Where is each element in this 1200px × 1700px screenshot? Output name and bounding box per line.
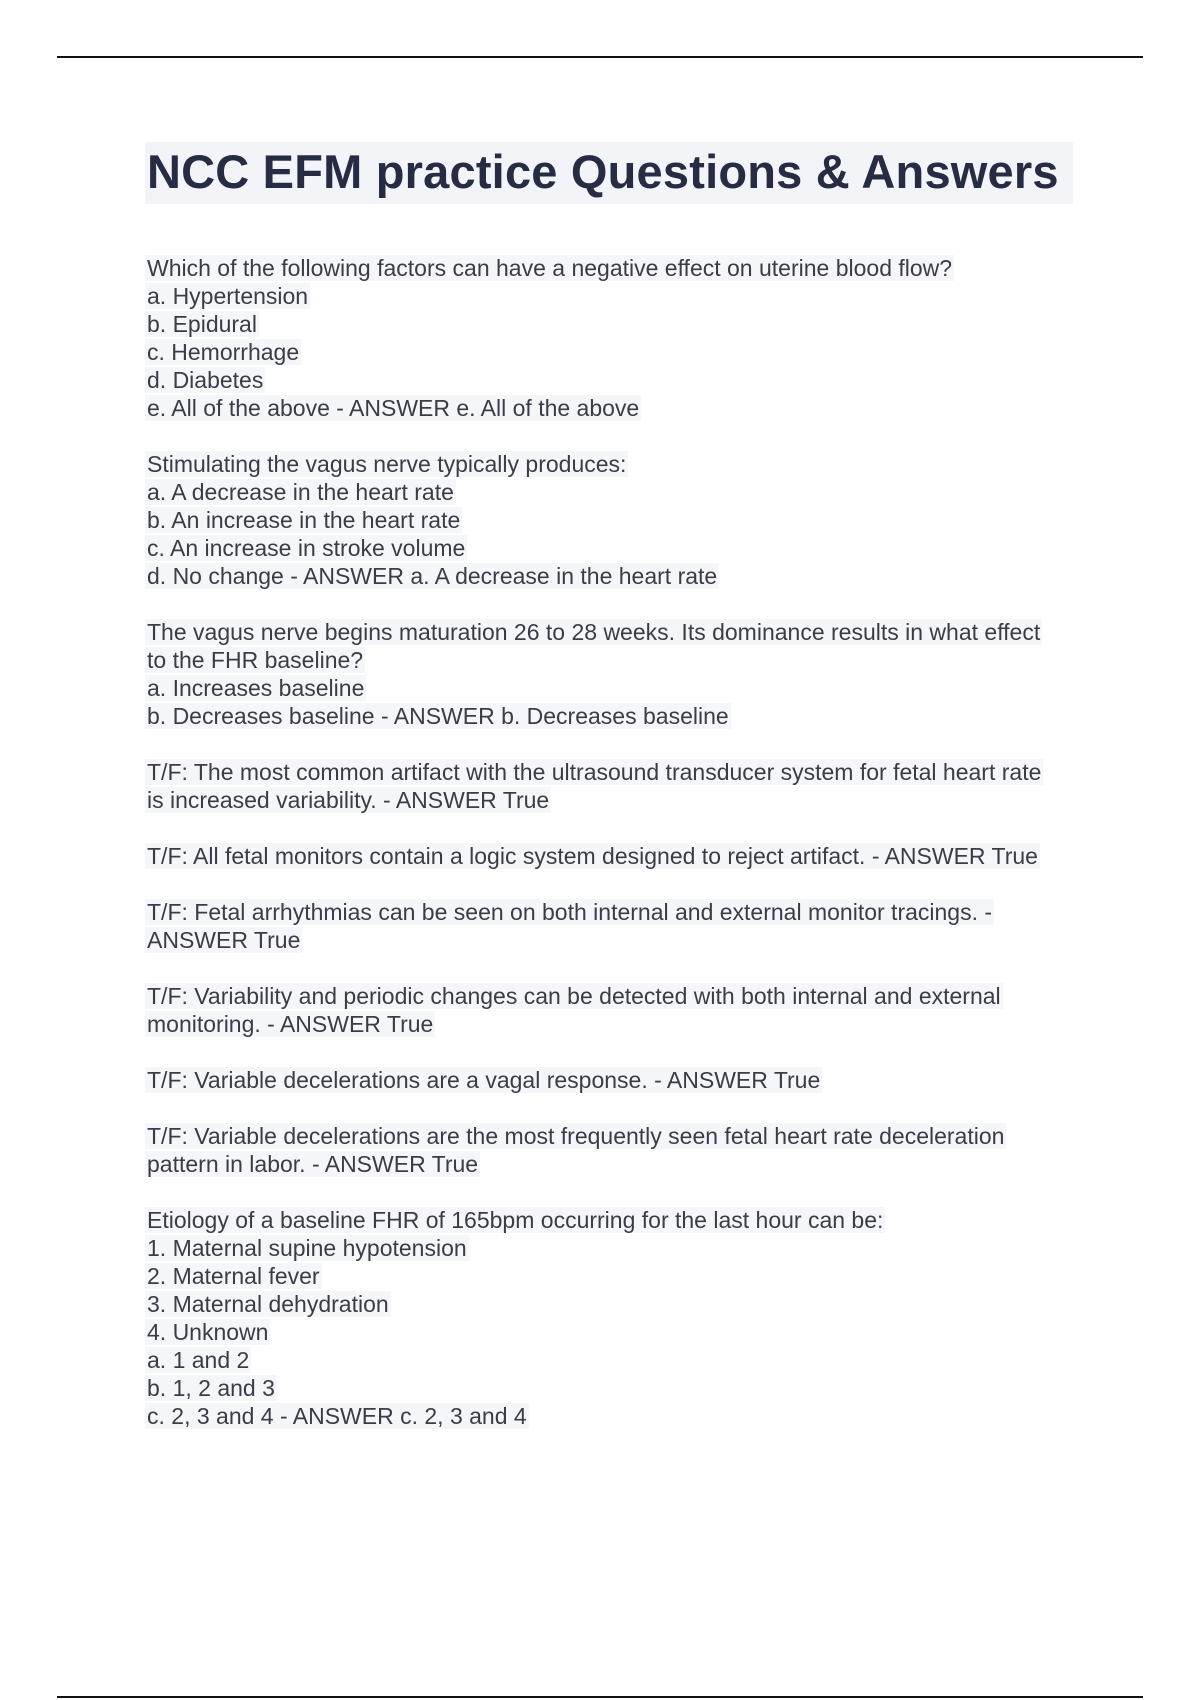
line-text: 4. Unknown: [147, 1319, 269, 1345]
question-block: [145, 618, 1090, 730]
line-text: T/F: Variable decelerations are a vagal response. - ANSWER True: [147, 1067, 821, 1093]
question-line: [145, 1290, 1090, 1318]
question-text: [145, 254, 1090, 282]
line-text: d. No change - ANSWER a. A decrease in the heart rate: [147, 563, 718, 589]
line-text: a. Increases baseline: [147, 675, 365, 701]
question-text: [145, 1066, 1090, 1094]
question-line: [145, 1374, 1090, 1402]
document-title: NCC EFM practice Questions & Answers: [145, 142, 1073, 204]
question-text: [145, 758, 1090, 786]
question-block: [145, 450, 1090, 590]
question-block: [145, 1206, 1090, 1430]
line-text: b. Epidural: [147, 311, 257, 337]
question-text: [145, 898, 1090, 926]
question-line: [145, 1234, 1090, 1262]
line-text: 3. Maternal dehydration: [147, 1291, 389, 1317]
question-text: [145, 618, 1090, 646]
question-block: [145, 898, 1090, 954]
question-text: [145, 450, 1090, 478]
line-text: pattern in labor. - ANSWER True: [147, 1151, 479, 1177]
bottom-rule: [57, 1696, 1143, 1698]
line-text: e. All of the above - ANSWER e. All of the above: [147, 395, 640, 421]
line-text: c. An increase in stroke volume: [147, 535, 466, 561]
line-text: The vagus nerve begins maturation 26 to 28 weeks. Its dominance results in what effect: [147, 619, 1041, 645]
line-text: T/F: Variable decelerations are the most frequently seen fetal heart rate deceleration: [147, 1123, 1005, 1149]
question-text: [145, 1206, 1090, 1234]
top-rule: [57, 56, 1143, 58]
question-line: [145, 282, 1090, 310]
question-line: [145, 1010, 1090, 1038]
line-text: b. Decreases baseline - ANSWER b. Decreases baseline: [147, 703, 729, 729]
question-line: [145, 1346, 1090, 1374]
line-text: Etiology of a baseline FHR of 165bpm occurring for the last hour can be:: [147, 1207, 884, 1233]
question-line: [145, 366, 1090, 394]
line-text: T/F: All fetal monitors contain a logic system designed to reject artifact. - ANSWER True: [147, 843, 1038, 869]
question-block: [145, 758, 1090, 814]
question-line: [145, 674, 1090, 702]
line-text: ANSWER True: [147, 927, 301, 953]
question-line: [145, 310, 1090, 338]
question-line: [145, 1318, 1090, 1346]
question-line: [145, 646, 1090, 674]
question-line: [145, 702, 1090, 730]
document-body: [145, 142, 1090, 1458]
line-text: a. Hypertension: [147, 283, 309, 309]
question-block: [145, 1122, 1090, 1178]
question-block: [145, 982, 1090, 1038]
line-text: T/F: Fetal arrhythmias can be seen on both internal and external monitor tracings. -: [147, 899, 993, 925]
line-text: a. A decrease in the heart rate: [147, 479, 454, 505]
question-line: [145, 394, 1090, 422]
line-text: 2. Maternal fever: [147, 1263, 320, 1289]
question-list: [145, 254, 1090, 1430]
question-text: [145, 842, 1090, 870]
question-line: [145, 926, 1090, 954]
line-text: T/F: Variability and periodic changes can be detected with both internal and external: [147, 983, 1001, 1009]
question-text: [145, 982, 1090, 1010]
line-text: Stimulating the vagus nerve typically produces:: [147, 451, 627, 477]
question-block: [145, 1066, 1090, 1094]
line-text: Which of the following factors can have a negative effect on uterine blood flow?: [147, 255, 953, 281]
line-text: monitoring. - ANSWER True: [147, 1011, 434, 1037]
line-text: c. 2, 3 and 4 - ANSWER c. 2, 3 and 4: [147, 1403, 527, 1429]
question-line: [145, 338, 1090, 366]
line-text: T/F: The most common artifact with the ultrasound transducer system for fetal heart rate: [147, 759, 1042, 785]
line-text: a. 1 and 2: [147, 1347, 250, 1373]
question-line: [145, 1150, 1090, 1178]
question-line: [145, 506, 1090, 534]
question-line: [145, 1402, 1090, 1430]
line-text: b. 1, 2 and 3: [147, 1375, 275, 1401]
question-line: [145, 786, 1090, 814]
question-line: [145, 478, 1090, 506]
line-text: b. An increase in the heart rate: [147, 507, 461, 533]
question-line: [145, 1262, 1090, 1290]
question-line: [145, 534, 1090, 562]
line-text: c. Hemorrhage: [147, 339, 300, 365]
question-line: [145, 562, 1090, 590]
question-block: [145, 842, 1090, 870]
line-text: 1. Maternal supine hypotension: [147, 1235, 467, 1261]
line-text: is increased variability. - ANSWER True: [147, 787, 550, 813]
question-block: [145, 254, 1090, 422]
line-text: d. Diabetes: [147, 367, 264, 393]
line-text: to the FHR baseline?: [147, 647, 364, 673]
question-text: [145, 1122, 1090, 1150]
